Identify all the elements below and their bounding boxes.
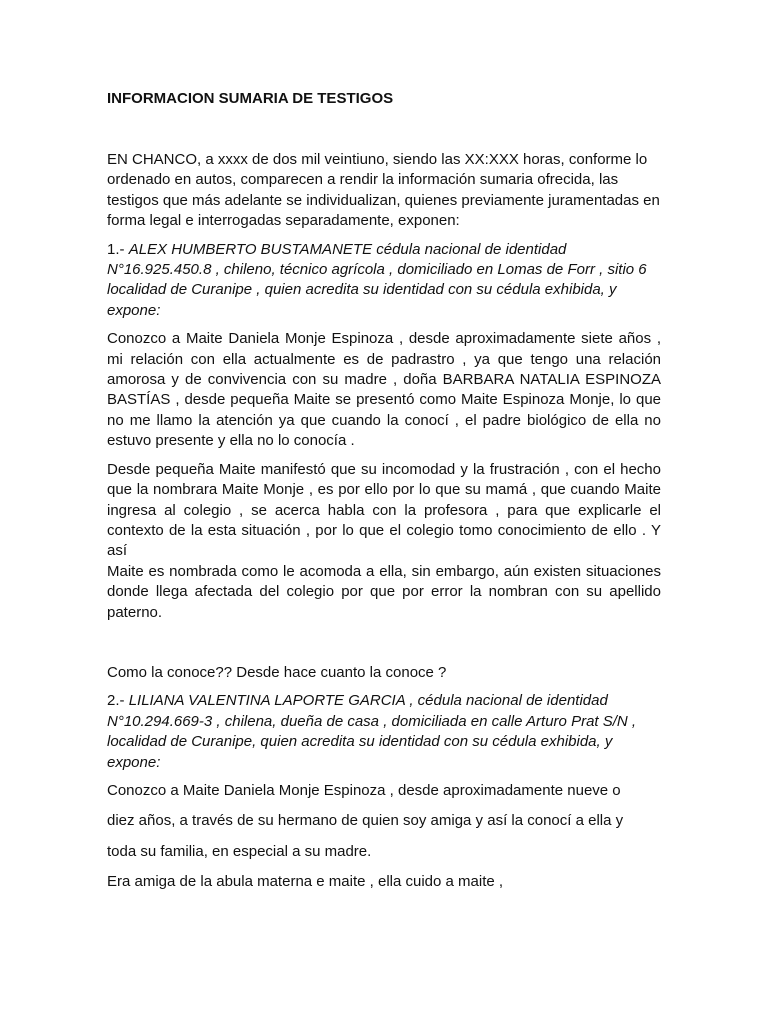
witness-1-paragraph-2a: Desde pequeña Maite manifestó que su incomodad y la frustración , con el hecho que la nombrara Maite Monje , es por ello por lo que su mamá , que cuando Maite ingresa al colegio , se acerca habla con la profesora , para que explicarle el contexto de la esta situación , por lo que el colegio tomo conocimiento de ello . Y así [107,460,661,560]
document-body [107,88,661,903]
witness-1-number: 1.- [107,240,129,258]
witness-2-details: LILIANA VALENTINA LAPORTE GARCIA , cédula nacional de identidad N°10.294.669-3 , chilena, dueña de casa , domiciliada en calle Arturo Prat S/N , localidad de Curanipe, quien acredita su identidad con su cédula exhibida, y expone: [107,692,637,771]
witness-2-line-2: diez años, a través de su hermano de quien soy amiga y así la conocí a ella y [107,812,624,830]
witness-2-line-4: Era amiga de la abula materna e maite , ella cuido a maite , [107,873,504,891]
intro-paragraph: EN CHANCO, a xxxx de dos mil veintiuno, siendo las XX:XXX horas, conforme lo ordenado en autos, comparecen a rendir la información sumaria ofrecida, las testigos que más adelante se individualizan, quienes previamente juramentadas en forma legal e interrogadas separadamente, exponen: [107,151,660,230]
witness-2-identification [107,691,661,773]
spacer [107,631,661,663]
document-title: INFORMACION SUMARIA DE TESTIGOS [107,90,394,107]
witness-2-line-1: Conozco a Maite Daniela Monje Espinoza , desde aproximadamente nueve o [107,781,621,799]
witness-1-paragraph-1: Conozco a Maite Daniela Monje Espinoza , desde aproximadamente siete años , mi relación con ella actualmente es de padrastro , ya que tengo una relación amorosa y de convivencia con su madre , doña BARBARA NATALIA ESPINOZA BASTÍAS , desde pequeña Maite se presentó como Maite Espinoza Monje, lo que no me llamo la atención ya que cuando la conocí , el padre biológico de ella no estuvo presente y ella no lo conocía . [107,330,661,450]
witness-2-line-3: toda su familia, en especial a su madre. [107,842,372,860]
witness-1-identification [107,240,661,322]
question-line: Como la conoce?? Desde hace cuanto la conoce ? [107,663,447,681]
witness-1-paragraph-2b: Maite es nombrada como le acomoda a ella, sin embargo, aún existen situaciones donde llega afectada del colegio por que por error la nombran con su apellido paterno. [107,562,661,621]
witness-1-details: ALEX HUMBERTO BUSTAMANETE cédula nacional de identidad N°16.925.450.8 , chileno, técnico agrícola , domiciliado en Lomas de Forr , sitio 6 localidad de Curanipe , quien acredita su identidad con su cédula exhibida, y expone: [107,240,647,319]
witness-2-number: 2.- [107,692,129,710]
